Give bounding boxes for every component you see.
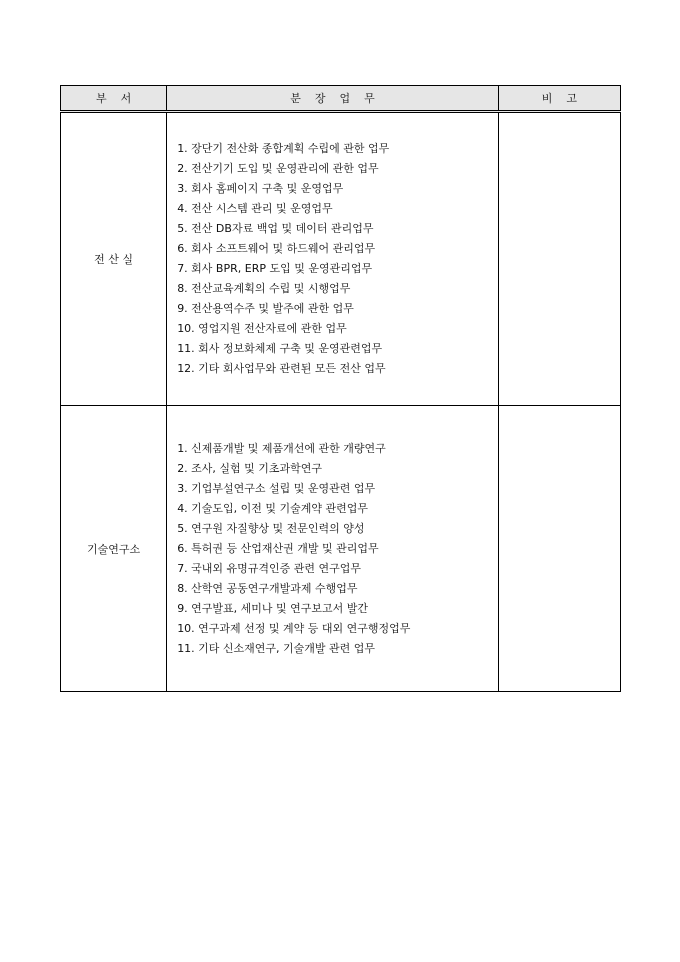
table-row-research-institute: [61, 406, 621, 692]
duty-list: [177, 439, 498, 659]
duty-assignment-table: [60, 85, 621, 692]
duty-item: 4. 전산 시스템 관리 및 운영업무: [177, 202, 333, 215]
duty-item: 2. 조사, 실험 및 기초과학연구: [177, 461, 323, 475]
duty-item: 3. 기업부설연구소 설립 및 운영관련 업무: [177, 481, 376, 495]
duty-item: 3. 회사 홈페이지 구축 및 운영업무: [177, 182, 344, 195]
table-row-computing-office: [61, 112, 621, 406]
duty-list-cell: [167, 112, 499, 406]
duty-list-cell: [167, 406, 499, 692]
duty-item: 7. 국내외 유명규격인증 관련 연구업무: [177, 561, 362, 575]
duty-item: 10. 연구과제 선정 및 계약 등 대외 연구행정업무: [177, 621, 411, 635]
header-department: 부 서: [61, 86, 167, 112]
duty-item: 4. 기술도입, 이전 및 기술계약 관련업무: [177, 501, 369, 515]
duty-item: 9. 전산용역수주 및 발주에 관한 업무: [177, 302, 354, 315]
duty-item: 12. 기타 회사업무와 관련된 모든 전산 업무: [177, 362, 386, 375]
duty-item: 7. 회사 BPR, ERP 도입 및 운영관리업무: [177, 262, 373, 275]
header-remarks: 비 고: [498, 86, 620, 112]
duty-list: [177, 139, 498, 379]
table-header-row: [61, 86, 621, 112]
department-name: 전 산 실: [61, 112, 167, 406]
remarks-cell: [498, 112, 620, 406]
header-duties: 분 장 업 무: [167, 86, 499, 112]
duty-item: 2. 전산기기 도입 및 운영관리에 관한 업무: [177, 162, 379, 175]
duty-item: 1. 장단기 전산화 종합계획 수립에 관한 업무: [177, 142, 390, 155]
duty-item: 6. 회사 소프트웨어 및 하드웨어 관리업무: [177, 242, 376, 255]
duty-item: 1. 신제품개발 및 제품개선에 관한 개량연구: [177, 441, 386, 455]
duty-item: 11. 기타 신소재연구, 기술개발 관련 업무: [177, 641, 376, 655]
remarks-cell: [498, 406, 620, 692]
duty-item: 9. 연구발표, 세미나 및 연구보고서 발간: [177, 601, 369, 615]
duty-item: 10. 영업지원 전산자료에 관한 업무: [177, 322, 347, 335]
duty-item: 8. 전산교육계획의 수립 및 시행업무: [177, 282, 351, 295]
duty-item: 8. 산학연 공동연구개발과제 수행업무: [177, 581, 358, 595]
duty-item: 6. 특허권 등 산업재산권 개발 및 관리업무: [177, 541, 379, 555]
duty-item: 11. 회사 정보화체제 구축 및 운영관련업무: [177, 342, 383, 355]
department-name: 기술연구소: [61, 406, 167, 692]
duty-item: 5. 연구원 자질향상 및 전문인력의 양성: [177, 521, 365, 535]
duty-item: 5. 전산 DB자료 백업 및 데이터 관리업무: [177, 222, 374, 235]
